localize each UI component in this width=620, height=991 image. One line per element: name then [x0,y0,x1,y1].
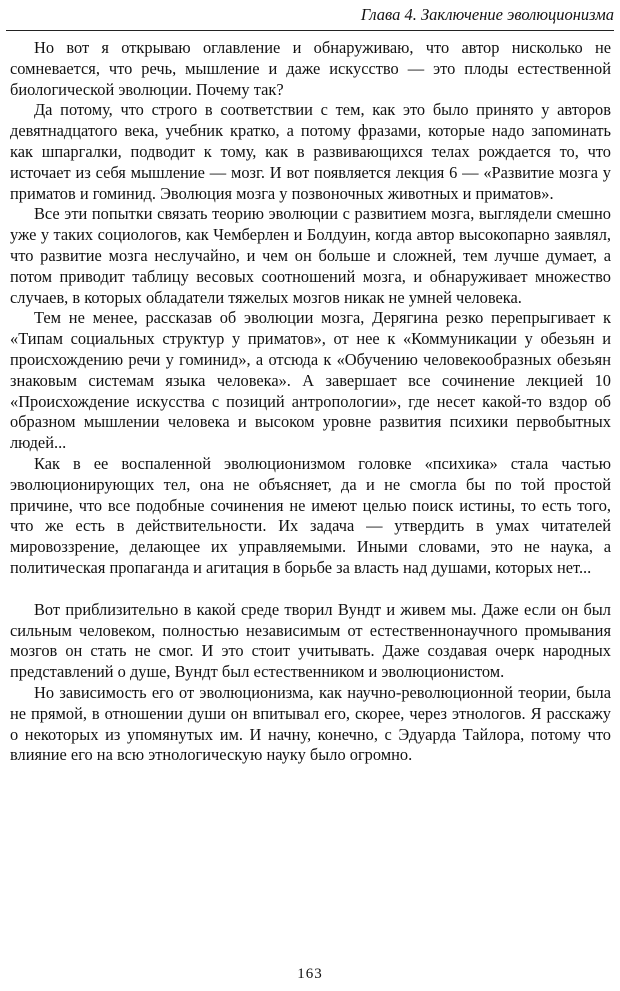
section-break [10,579,611,600]
running-head: Глава 4. Заключение эволюционизма [360,5,614,24]
paragraph: Как в ее воспаленной эволюционизмом головке «психика» стала частью эволюционирующих тел, она не объясняет, да и не смогла бы по той простой причине, что все подобные сочинения не имеют целью поиск истины, то есть того, что же есть в действительности. Их задача — утвердить в умах читателей мировоззрение, делающее их управляемыми. Иными словами, это не наука, а политическая пропаганда и агитация в борьбе за власть над душами, которых нет... [10,453,611,577]
page-number: 163 [297,966,323,982]
paragraph: Да потому, что строго в соответствии с тем, как это было принято у авторов девятнадцатого века, учебник кратко, а потому фразами, которые надо запоминать как шпаргалки, подводит к тому, как в развивающихся телах рождается то, что источает из себя мышление — мозг. И вот появляется лекция 6 — «Развитие мозга у приматов и гоминид. Эволюция мозга у позвоночных животных и приматов». [10,100,611,203]
body-text [10,38,611,766]
paragraph: Все эти попытки связать теорию эволюции с развитием мозга, выглядели смешно уже у таких социологов, как Чемберлен и Болдуин, когда автор высокопарно заявлял, что развитие мозга неслучайно, и чем он больше и сложней, тем лучше думает, а потом приводит таблицу весовых соотношений мозга, и обнаруживает множество случаев, в которых обладатели тяжелых мозгов никак не умней человека. [10,204,611,307]
paragraph: Но зависимость его от эволюционизма, как научно-революционной теории, была не прямой, в отношении души он впитывал его, скорее, через этнологов. Я расскажу о некоторых из упомянутых им. И начну, конечно, с Эдуарда Тайлора, потому что влияние его на всю этнологическую науку было огромно. [10,682,611,765]
page-header [6,4,614,31]
paragraph: Тем не менее, рассказав об эволюции мозга, Дерягина резко перепрыгивает к «Типам социальных структур у приматов», от нее к «Коммуникации у обезьян и происхождению речи у гоминид», а отсюда к «Обучению человекообразных обезьян знаковым системам языка человека». А завершает все сочинение лекцией 10 «Происхождение искусства с позиций антропологии», где несет какой-то вздор об образном мышлении человека и высоком уровне развития психики первобытных людей... [10,308,611,453]
paragraph: Вот приблизительно в какой среде творил Вундт и живем мы. Даже если он был сильным человеком, полностью независимым от естественнонаучного промывания мозгов он стать не смог. И это стоит учитывать. Даже создавая очерк народных представлений о душе, Вундт был естественником и эволюционистом. [10,599,611,682]
paragraph: Но вот я открываю оглавление и обнаруживаю, что автор нисколько не сомневается, что речь, мышление и даже искусство — это плоды естественной биологической эволюции. Почему так? [10,38,611,99]
